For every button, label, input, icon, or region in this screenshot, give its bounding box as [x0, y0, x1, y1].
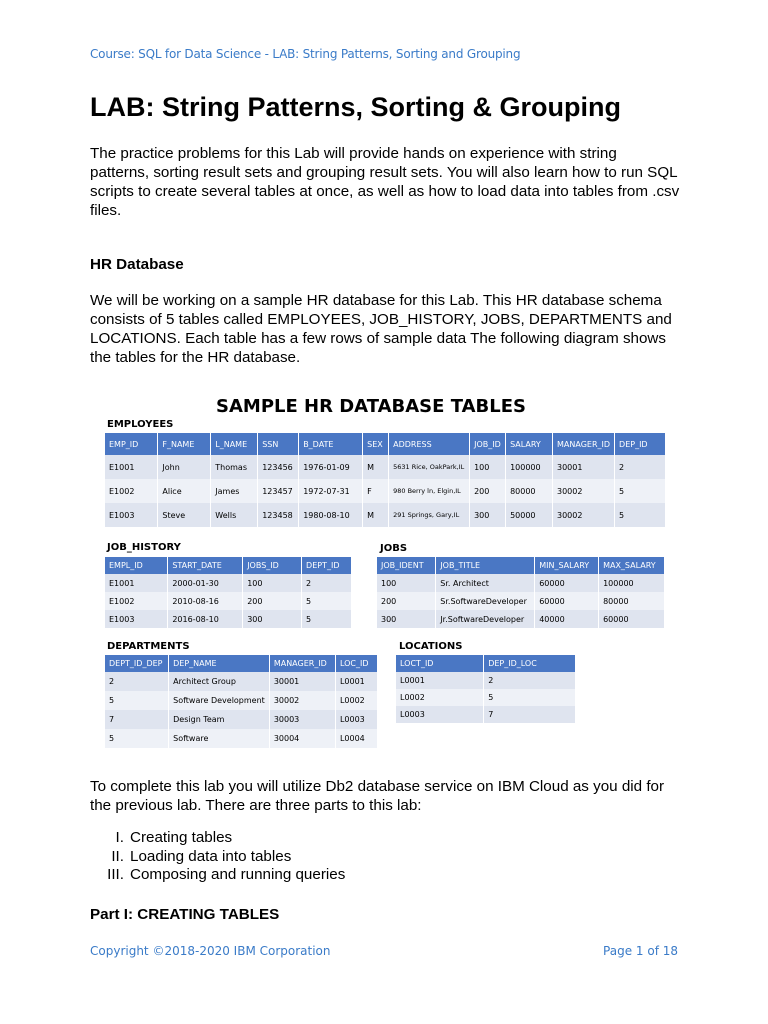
table-cell: 2 [484, 672, 576, 689]
table-cell: Wells [211, 503, 258, 527]
column-header: SALARY [506, 433, 553, 455]
table-cell: 1972-07-31 [299, 479, 363, 503]
column-header: MANAGER_ID [269, 655, 335, 672]
column-header: F_NAME [158, 433, 211, 455]
locations-header-row [396, 655, 576, 672]
table-cell: Alice [158, 479, 211, 503]
table-cell: John [158, 455, 211, 479]
table-cell: 200 [470, 479, 506, 503]
table-cell: 5 [615, 503, 666, 527]
table-row [105, 592, 352, 610]
column-header: LOCT_ID [396, 655, 484, 672]
table-cell: Thomas [211, 455, 258, 479]
table-cell: 7 [105, 710, 169, 729]
table-cell: 5 [615, 479, 666, 503]
table-row [377, 610, 665, 628]
table-cell: 300 [377, 610, 436, 628]
table-row [105, 691, 378, 710]
table-cell: M [363, 455, 389, 479]
running-header: Course: SQL for Data Science - LAB: String Patterns, Sorting and Grouping [90, 47, 521, 61]
part1-heading: Part I: CREATING TABLES [90, 906, 280, 923]
table-cell: 30001 [269, 672, 335, 691]
table-row [105, 672, 378, 691]
table-cell: L0002 [396, 689, 484, 706]
employees-header-row [105, 433, 666, 455]
list-item: I. Creating tables [115, 829, 233, 846]
table-cell: 30003 [269, 710, 335, 729]
table-cell: 100000 [506, 455, 553, 479]
jobs-label: JOBS [380, 543, 408, 554]
table-row [105, 574, 352, 592]
table-cell: 200 [243, 592, 302, 610]
table-cell: 30002 [553, 479, 615, 503]
table-cell: Architect Group [169, 672, 270, 691]
table-cell: L0001 [396, 672, 484, 689]
table-cell: 123458 [258, 503, 299, 527]
employees-label: EMPLOYEES [107, 419, 174, 430]
table-cell: L0004 [335, 729, 377, 748]
column-header: JOB_ID [470, 433, 506, 455]
table-cell: E1003 [105, 610, 168, 628]
column-header: START_DATE [168, 557, 243, 574]
column-header: JOB_TITLE [436, 557, 535, 574]
table-cell: 300 [470, 503, 506, 527]
table-cell: 2016-08-10 [168, 610, 243, 628]
column-header: SEX [363, 433, 389, 455]
employees-table [105, 433, 666, 527]
locations-label: LOCATIONS [399, 641, 463, 652]
table-cell: 5 [105, 691, 169, 710]
table-cell: 2 [615, 455, 666, 479]
table-row [396, 672, 576, 689]
column-header: JOB_IDENT [377, 557, 436, 574]
footer-copyright: Copyright ©2018-2020 IBM Corporation [90, 944, 331, 958]
jobs-header-row [377, 557, 665, 574]
table-cell: 100 [243, 574, 302, 592]
table-cell: F [363, 479, 389, 503]
table-cell: 5 [302, 592, 352, 610]
column-header: DEPT_ID [302, 557, 352, 574]
table-cell: 1976-01-09 [299, 455, 363, 479]
column-header: JOBS_ID [243, 557, 302, 574]
table-row [396, 706, 576, 723]
table-cell: 60000 [535, 574, 599, 592]
table-cell: E1002 [105, 479, 158, 503]
table-cell: Steve [158, 503, 211, 527]
page-title: LAB: String Patterns, Sorting & Grouping [90, 92, 621, 122]
table-cell: 100 [377, 574, 436, 592]
table-cell: 80000 [506, 479, 553, 503]
table-cell: Sr. Architect [436, 574, 535, 592]
table-cell: 100 [470, 455, 506, 479]
table-cell: 200 [377, 592, 436, 610]
table-cell: 30002 [553, 503, 615, 527]
departments-label: DEPARTMENTS [107, 641, 190, 652]
table-cell: L0002 [335, 691, 377, 710]
table-cell: Design Team [169, 710, 270, 729]
table-cell: E1002 [105, 592, 168, 610]
table-cell: James [211, 479, 258, 503]
table-row [105, 729, 378, 748]
table-cell: 7 [484, 706, 576, 723]
table-cell: 2 [105, 672, 169, 691]
table-row [105, 710, 378, 729]
table-cell: E1003 [105, 503, 158, 527]
job-history-header-row [105, 557, 352, 574]
list-item: II. Loading data into tables [111, 847, 292, 865]
column-header: DEP_ID_LOC [484, 655, 576, 672]
table-row [105, 503, 666, 527]
table-cell: 980 Berry ln, Elgin,IL [389, 479, 470, 503]
table-cell: 80000 [599, 592, 665, 610]
table-cell: 291 Springs, Gary,IL [389, 503, 470, 527]
employees-header-row [105, 433, 666, 455]
column-header: LOC_ID [335, 655, 377, 672]
locations-table [396, 655, 576, 723]
table-cell: 40000 [535, 610, 599, 628]
column-header: ADDRESS [389, 433, 470, 455]
column-header: B_DATE [299, 433, 363, 455]
table-cell: 123456 [258, 455, 299, 479]
column-header: MAX_SALARY [599, 557, 665, 574]
diagram-title: SAMPLE HR DATABASE TABLES [216, 396, 526, 417]
departments-table [105, 655, 378, 748]
table-row [396, 689, 576, 706]
table-cell: L0003 [396, 706, 484, 723]
table-cell: Sr.SoftwareDeveloper [436, 592, 535, 610]
table-cell: 123457 [258, 479, 299, 503]
table-cell: 5 [484, 689, 576, 706]
table-cell: 300 [243, 610, 302, 628]
table-row [105, 610, 352, 628]
table-cell: 5 [105, 729, 169, 748]
column-header: EMP_ID [105, 433, 158, 455]
column-header: DEP_NAME [169, 655, 270, 672]
footer-page-number: Page 1 of 18 [603, 944, 678, 958]
table-cell: 100000 [599, 574, 665, 592]
lab-parts-list [90, 829, 345, 885]
table-cell: 30004 [269, 729, 335, 748]
table-cell: 2 [302, 574, 352, 592]
table-cell: E1001 [105, 574, 168, 592]
table-cell: L0001 [335, 672, 377, 691]
column-header: SSN [258, 433, 299, 455]
job-history-label: JOB_HISTORY [107, 542, 181, 553]
column-header: L_NAME [211, 433, 258, 455]
table-row [377, 592, 665, 610]
table-cell: 60000 [599, 610, 665, 628]
table-cell: L0003 [335, 710, 377, 729]
column-header: DEPT_ID_DEP [105, 655, 169, 672]
job-history-table [105, 557, 352, 628]
table-cell: 30002 [269, 691, 335, 710]
table-row [105, 479, 666, 503]
column-header: MIN_SALARY [535, 557, 599, 574]
table-cell: 2010-08-16 [168, 592, 243, 610]
table-cell: 50000 [506, 503, 553, 527]
table-cell: 1980-08-10 [299, 503, 363, 527]
hr-database-heading: HR Database [90, 256, 184, 273]
table-cell: 30001 [553, 455, 615, 479]
table-row [377, 574, 665, 592]
table-cell: E1001 [105, 455, 158, 479]
column-header: DEP_ID [615, 433, 666, 455]
table-cell: 60000 [535, 592, 599, 610]
intro-paragraph: The practice problems for this Lab will provide hands on experience with string patterns, sorting result sets and grouping result sets. You will also learn how to run SQL scripts to create several tables at once, as well as how to load data into tables from .csv files. [90, 145, 680, 219]
table-cell: M [363, 503, 389, 527]
table-cell: 2000-01-30 [168, 574, 243, 592]
table-cell: Software Development [169, 691, 270, 710]
hr-database-paragraph: We will be working on a sample HR database for this Lab. This HR database schema consists of 5 tables called EMPLOYEES, JOB_HISTORY, JOBS, DEPARTMENTS and LOCATIONS. Each table has a few rows of sample data The following diagram shows the tables for the HR database. [90, 292, 672, 366]
table-cell: 5631 Rice, OakPark,IL [389, 455, 470, 479]
complete-lab-paragraph: To complete this lab you will utilize Db2 database service on IBM Cloud as you did for the previous lab. There are three parts to this lab: [90, 778, 665, 814]
jobs-table [377, 557, 665, 628]
table-cell: Software [169, 729, 270, 748]
column-header: EMPL_ID [105, 557, 168, 574]
column-header: MANAGER_ID [553, 433, 615, 455]
table-cell: Jr.SoftwareDeveloper [436, 610, 535, 628]
list-item: III. Composing and running queries [107, 866, 346, 883]
table-row [105, 455, 666, 479]
departments-header-row [105, 655, 378, 672]
table-cell: 5 [302, 610, 352, 628]
